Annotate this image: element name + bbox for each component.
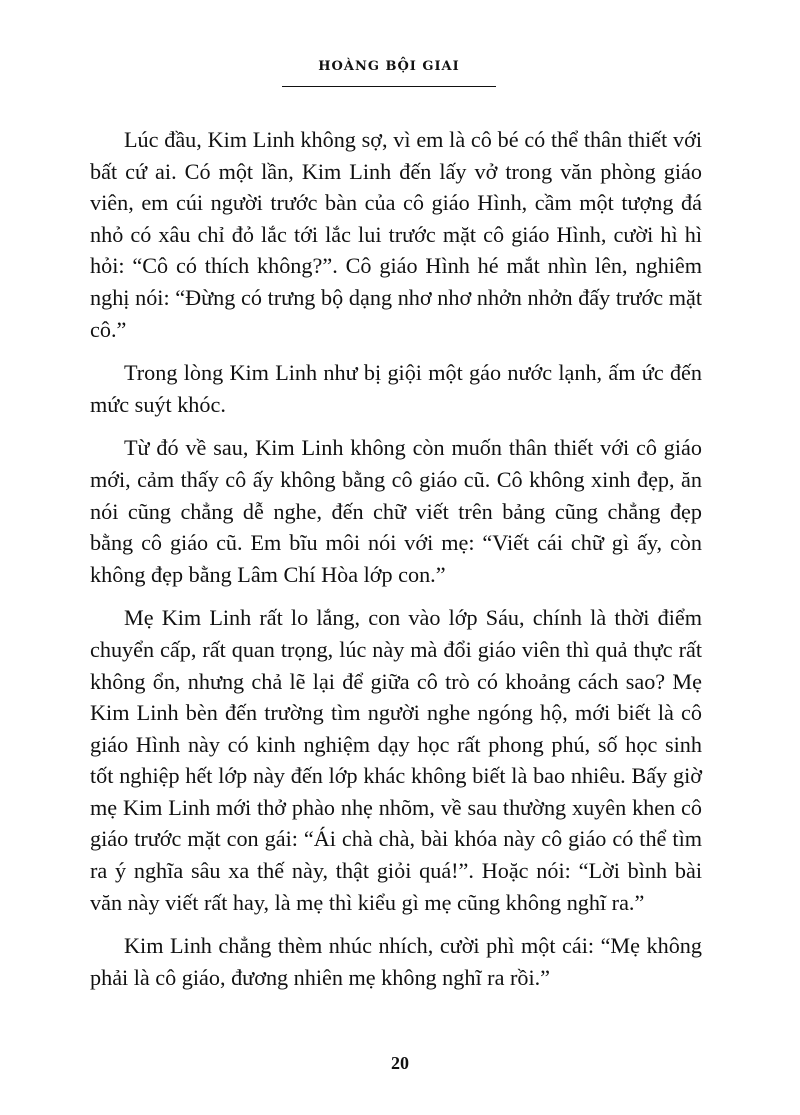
header-rule [282, 86, 496, 87]
paragraph: Mẹ Kim Linh rất lo lắng, con vào lớp Sáu, chính là thời điểm chuyển cấp, rất quan trọng, lúc này mà đổi giáo viên thì quả thực rất không ổn, nhưng chả lẽ lại để giữa cô trò có khoảng cách sao? Mẹ Kim Linh bèn đến trường tìm người nghe ngóng hộ, mới biết là cô giáo Hình này có kinh nghiệm dạy học rất phong phú, số học sinh tốt nghiệp hết lớp này đến lớp khác không biết là bao nhiêu. Bấy giờ mẹ Kim Linh mới thở phào nhẹ nhõm, về sau thường xuyên khen cô giáo trước mặt con gái: “Ái chà chà, bài khóa này cô giáo có thể tìm ra ý nghĩa sâu xa thế này, thật giỏi quá!”. Hoặc nói: “Lời bình bài văn này viết rất hay, là mẹ thì kiểu gì mẹ cũng không nghĩ ra.” [90, 605, 702, 915]
running-header [282, 58, 496, 87]
body-text [90, 124, 702, 1005]
paragraph: Lúc đầu, Kim Linh không sợ, vì em là cô bé có thể thân thiết với bất cứ ai. Có một lần, Kim Linh đến lấy vở trong văn phòng giáo viên, em cúi người trước bàn của cô giáo Hình, cầm một tượng đá nhỏ có xâu chỉ đỏ lắc tới lắc lui trước mặt cô giáo Hình, cười hì hì hỏi: “Cô có thích không?”. Cô giáo Hình hé mắt nhìn lên, nghiêm nghị nói: “Đừng có trưng bộ dạng nhơ nhơ nhởn nhởn đấy trước mặt cô.” [90, 127, 702, 342]
paragraph: Trong lòng Kim Linh như bị giội một gáo nước lạnh, ấm ức đến mức suýt khóc. [90, 360, 702, 417]
page-number: 20 [391, 1053, 409, 1073]
paragraph: Từ đó về sau, Kim Linh không còn muốn thân thiết với cô giáo mới, cảm thấy cô ấy không bằng cô giáo cũ. Cô không xinh đẹp, ăn nói cũng chẳng dễ nghe, đến chữ viết trên bảng cũng chẳng đẹp bằng cô giáo cũ. Em bĩu môi nói với mẹ: “Viết cái chữ gì ấy, còn không đẹp bằng Lâm Chí Hòa lớp con.” [90, 435, 702, 587]
paragraph: Kim Linh chẳng thèm nhúc nhích, cười phì một cái: “Mẹ không phải là cô giáo, đương nhiên mẹ không nghĩ ra rồi.” [90, 933, 702, 990]
header-title: HOÀNG BỘI GIAI [318, 59, 460, 74]
